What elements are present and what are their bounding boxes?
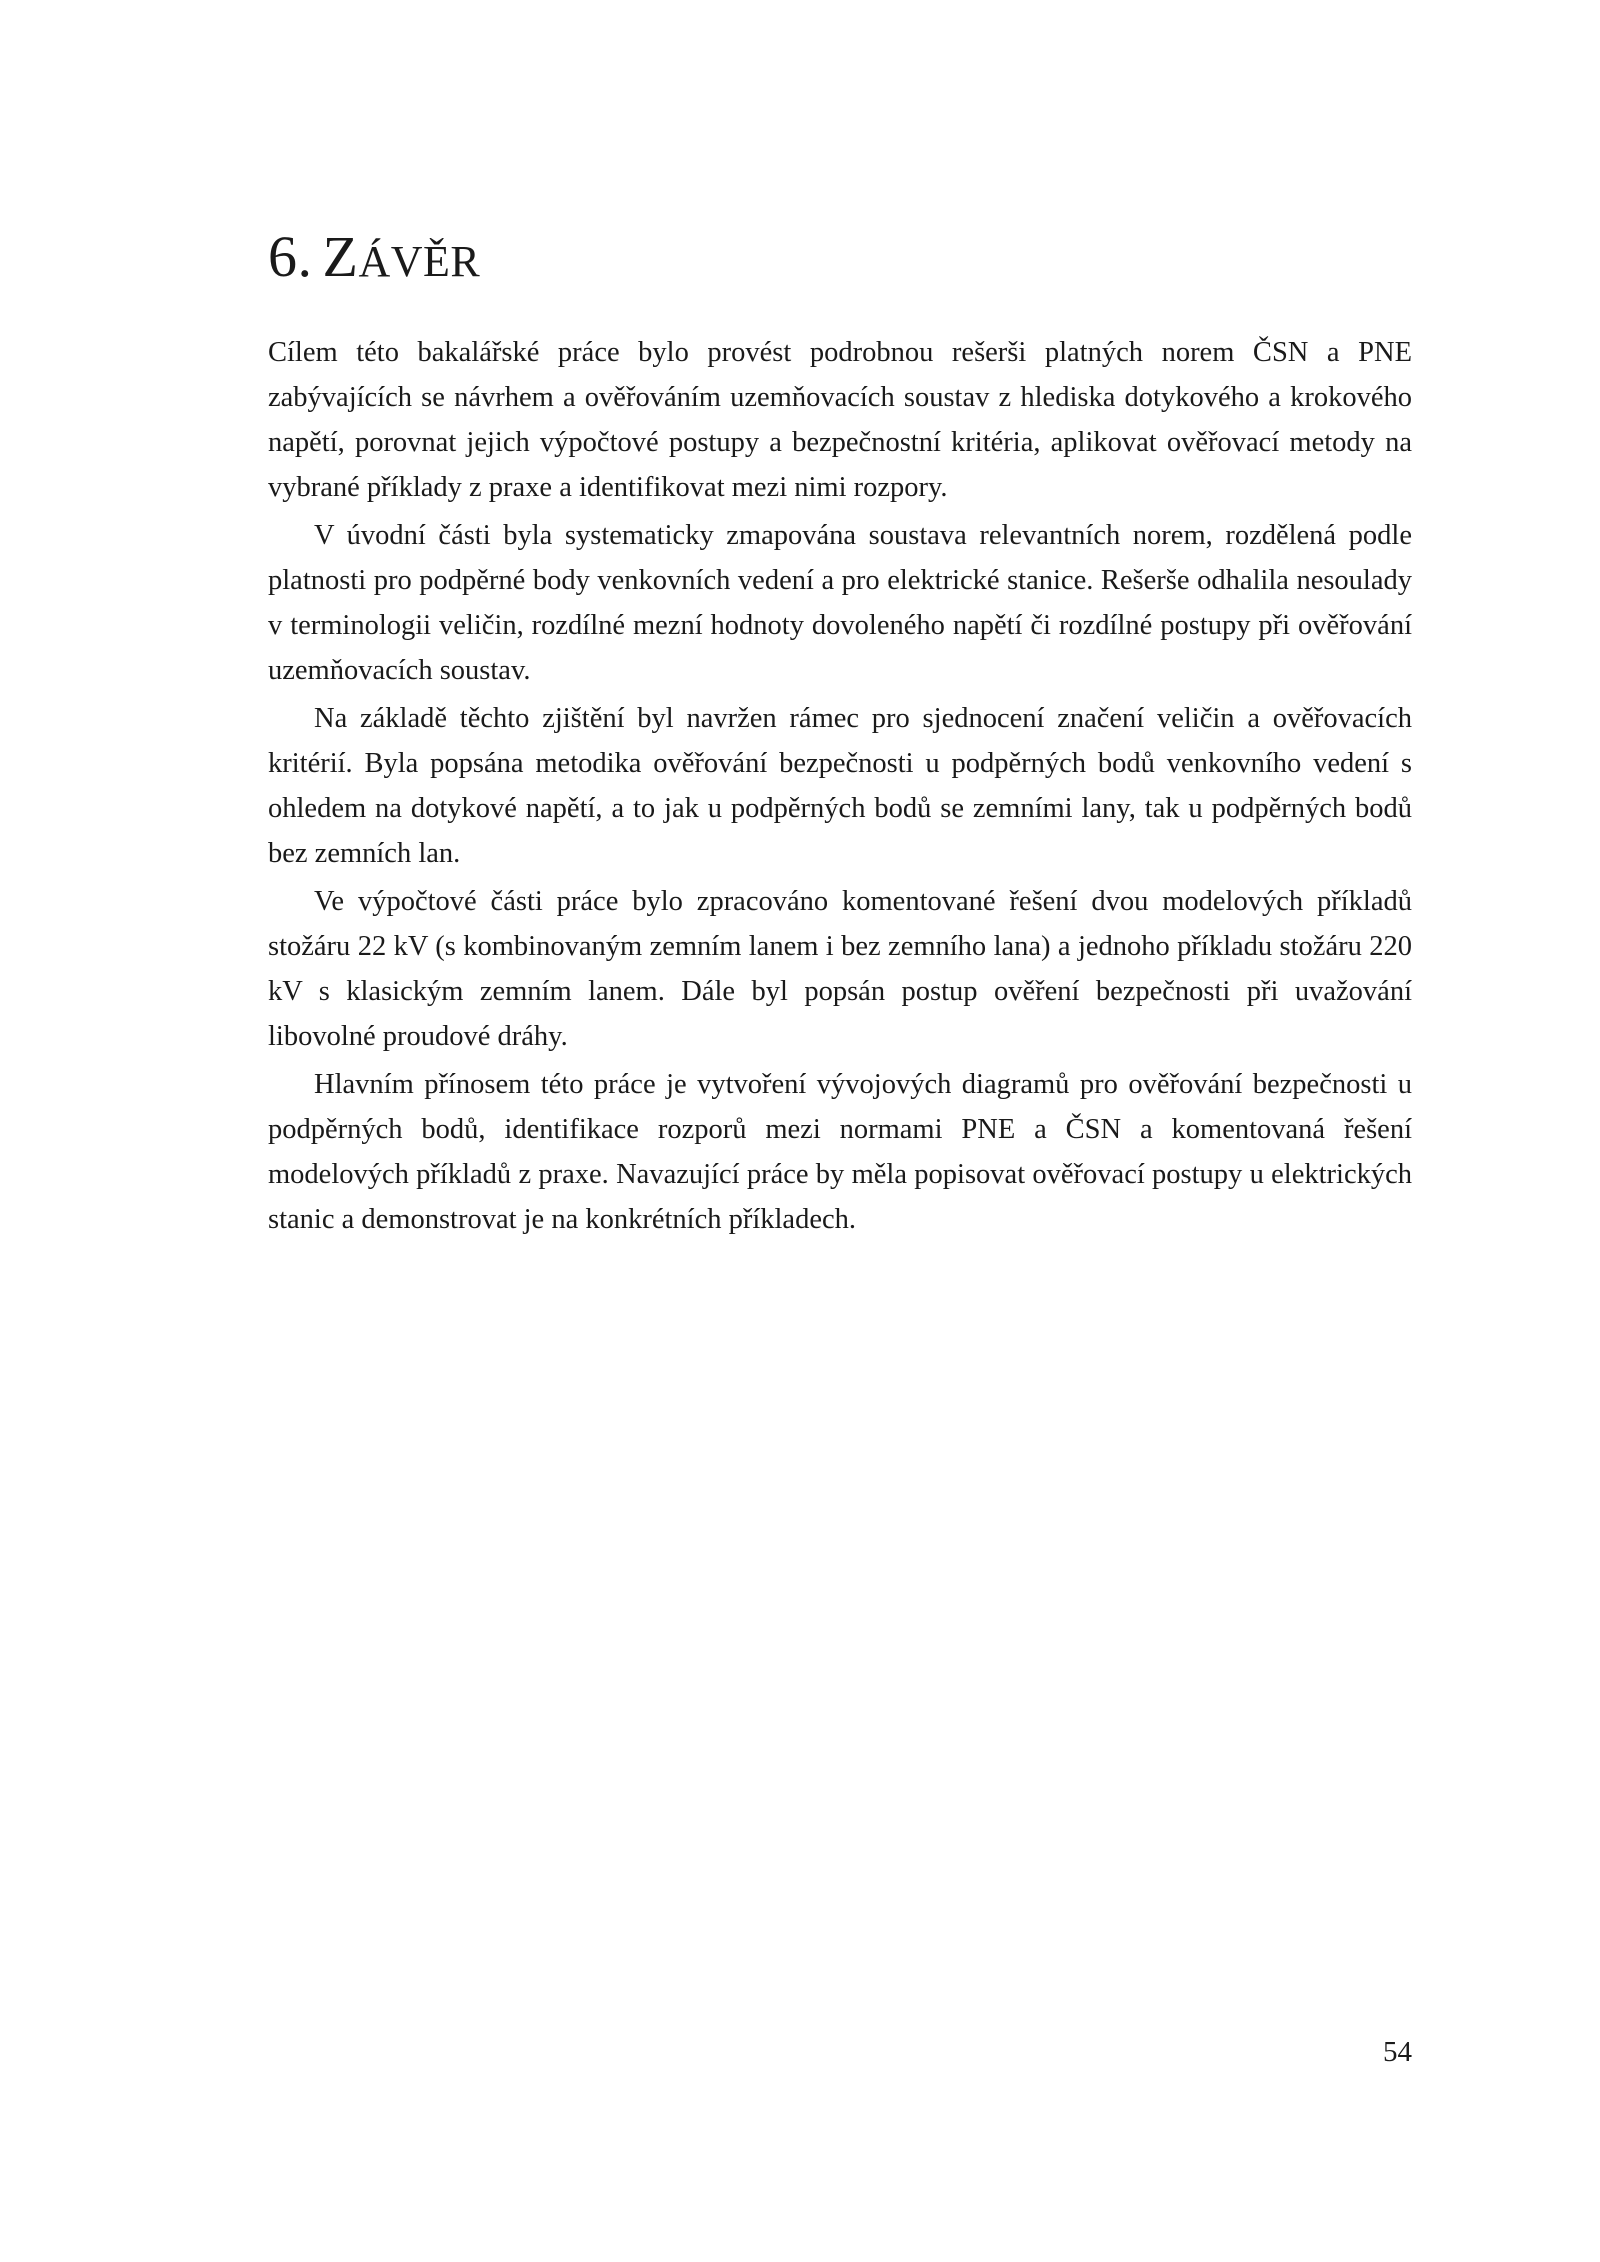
paragraph-intro: Cílem této bakalářské práce bylo provést podrobnou rešerši platných norem ČSN a PNE zabývajících se návrhem a ověřováním uzemňovacích soustav z hlediska dotykového a krokového napětí, porovnat jejich výpočtové postupy a bezpečnostní kritéria, aplikovat ověřovací metody na vybrané příklady z praxe a identifikovat mezi nimi rozpory. — [268, 337, 1412, 503]
paragraph-framework: Na základě těchto zjištění byl navržen rámec pro sjednocení značení veličin a ověřovacích kritérií. Byla popsána metodika ověřování bezpečnosti u podpěrných bodů venkovního vedení s ohledem na dotykové napětí, a to jak u podpěrných bodů se zemními lany, tak u podpěrných bodů bez zemních lan. — [268, 703, 1412, 869]
chapter-number: 6. — [268, 224, 313, 289]
paragraph-calculations: Ve výpočtové části práce bylo zpracováno komentované řešení dvou modelových příkladů stožáru 22 kV (s kombinovaným zemním lanem i bez zemního lana) a jednoho příkladu stožáru 220 kV s klasickým zemním lanem. Dále byl popsán postup ověření bezpečnosti při uvažování libovolné proudové dráhy. — [268, 886, 1412, 1052]
chapter-title-rest: ÁVĚR — [358, 237, 481, 286]
body-text — [268, 330, 1412, 1245]
page-number: 54 — [1383, 2036, 1412, 2068]
chapter-title-initial: Z — [322, 224, 359, 289]
paragraph-contribution: Hlavním přínosem této práce je vytvoření vývojových diagramů pro ověřování bezpečnosti u podpěrných bodů, identifikace rozporů mezi normami PNE a ČSN a komentovaná řešení modelových příkladů z praxe. Navazující práce by měla popisovat ověřovací postupy u elektrických stanic a demonstrovat je na konkrétních příkladech. — [268, 1069, 1412, 1235]
chapter-heading — [268, 224, 481, 289]
paragraph-norms-review: V úvodní části byla systematicky zmapována soustava relevantních norem, rozdělená podle platnosti pro podpěrné body venkovních vedení a pro elektrické stanice. Rešerše odhalila nesoulady v terminologii veličin, rozdílné mezní hodnoty dovoleného napětí či rozdílné postupy při ověřování uzemňovacích soustav. — [268, 520, 1412, 686]
